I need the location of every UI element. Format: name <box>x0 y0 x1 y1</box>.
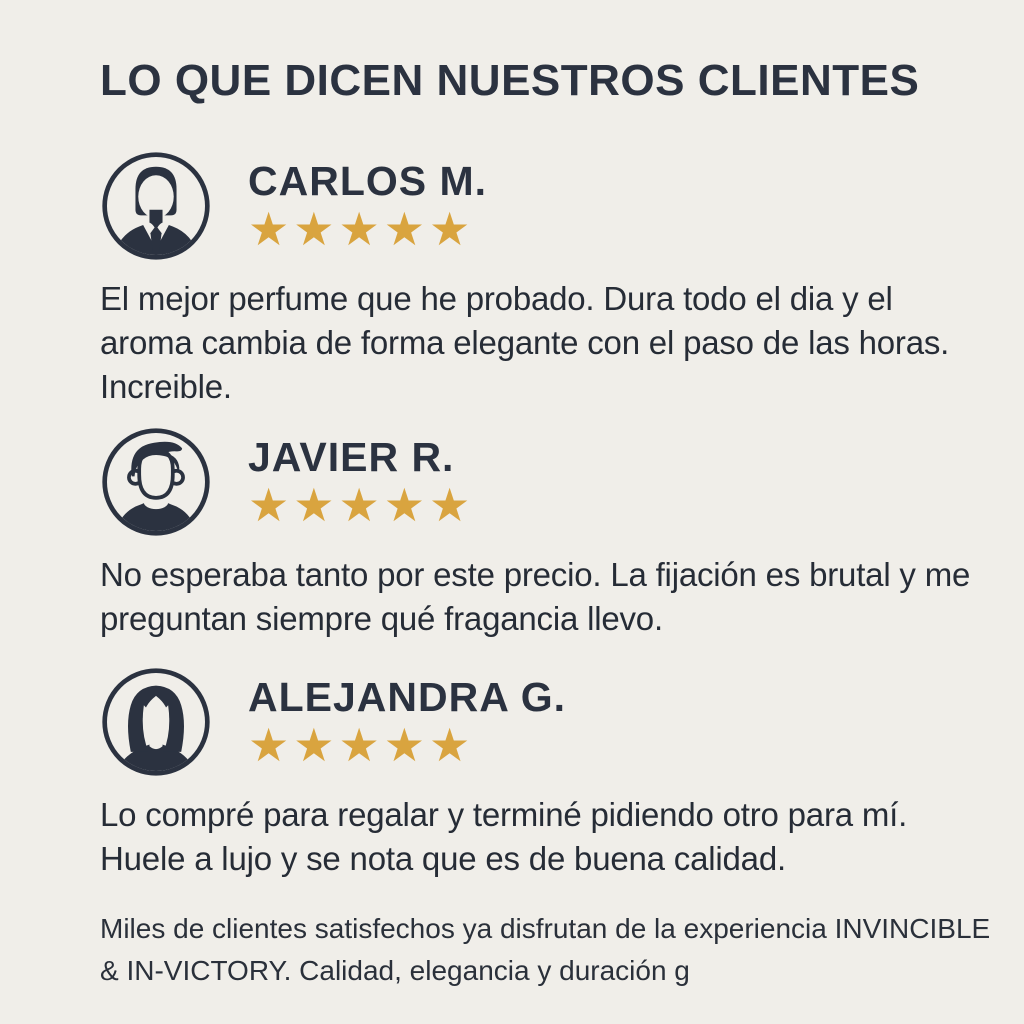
review-card <box>100 666 990 881</box>
man-in-suit-avatar-icon <box>100 150 212 262</box>
page-title: LO QUE DICEN NUESTROS CLIENTES <box>100 56 920 105</box>
review-card <box>100 426 990 641</box>
rating-stars: ★★★★★ <box>248 718 475 771</box>
review-card <box>100 150 990 409</box>
rating-stars: ★★★★★ <box>248 202 475 255</box>
review-header <box>100 150 990 262</box>
review-text: No esperaba tanto por este precio. La fijación es brutal y me preguntan siempre qué fragancia llevo. <box>100 556 971 637</box>
reviewer-name: JAVIER R. <box>248 433 455 480</box>
review-meta <box>248 433 475 531</box>
review-header <box>100 426 990 538</box>
review-text: El mejor perfume que he probado. Dura todo el dia y el aroma cambia de forma elegante con el paso de las horas. Increible. <box>100 280 950 405</box>
young-man-avatar-icon <box>100 426 212 538</box>
rating-stars: ★★★★★ <box>248 478 475 531</box>
woman-avatar-icon <box>100 666 212 778</box>
review-text: Lo compré para regalar y terminé pidiendo otro para mí. Huele a lujo y se nota que es de buena calidad. <box>100 796 908 877</box>
reviewer-name: CARLOS M. <box>248 157 488 204</box>
reviewer-name: ALEJANDRA G. <box>248 673 566 720</box>
review-header <box>100 666 990 778</box>
review-meta <box>248 673 566 771</box>
review-meta <box>248 157 488 255</box>
footer-note: Miles de clientes satisfechos ya disfrutan de la experiencia INVINCIBLE & IN-VICTORY. Calidad, elegancia y duración g <box>100 913 991 986</box>
